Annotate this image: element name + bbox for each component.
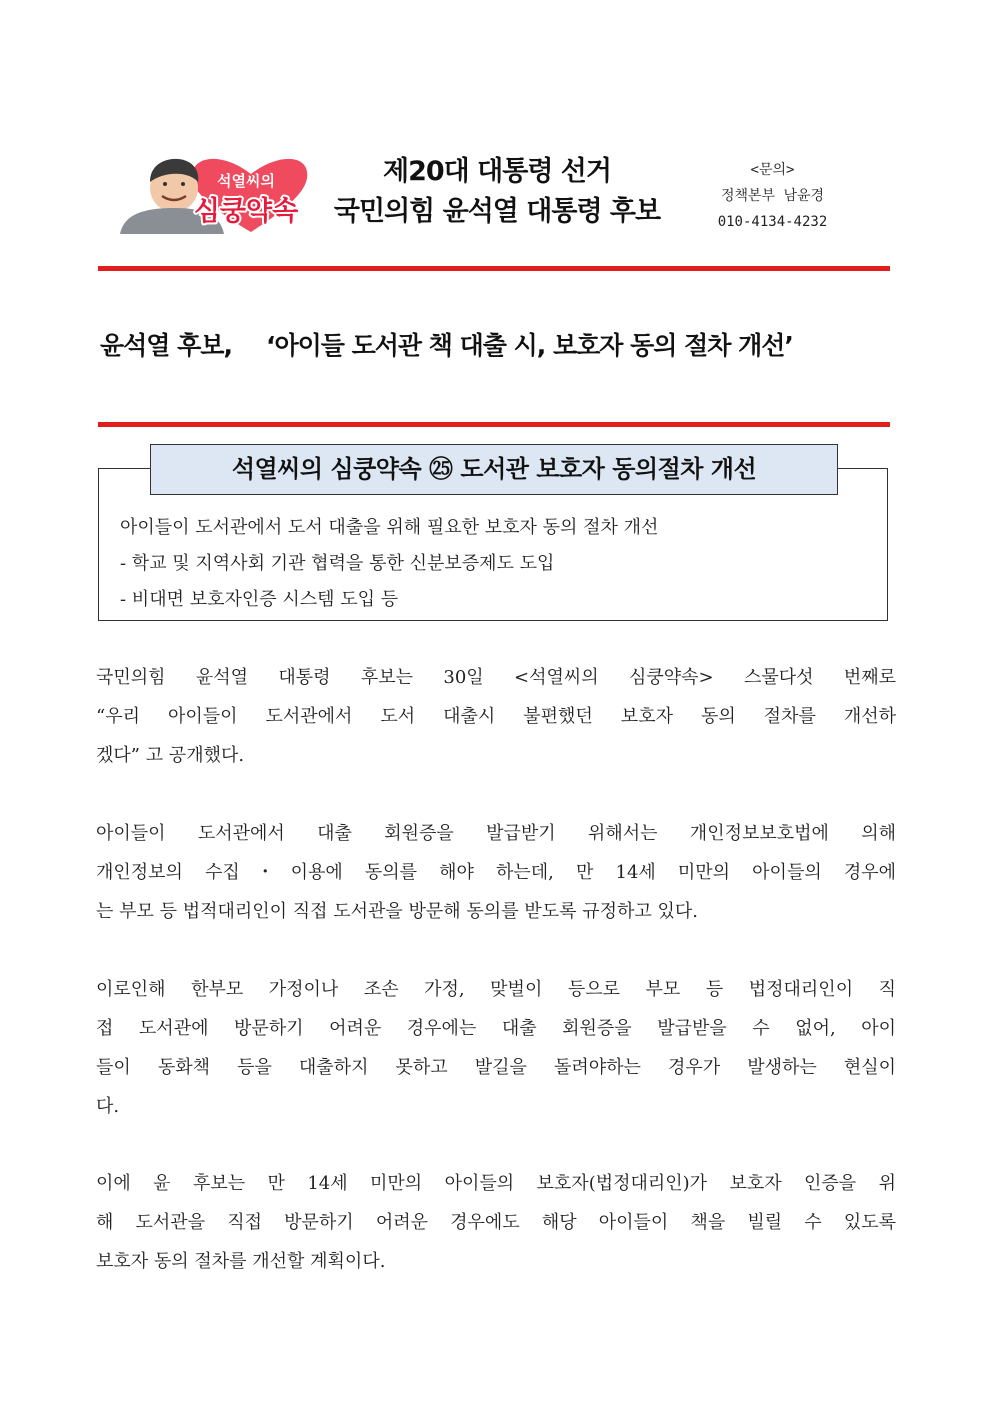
logo-subtitle: 석열씨의 bbox=[217, 172, 275, 190]
body-paragraph-3 bbox=[96, 970, 896, 1126]
paragraph-line: “우리 아이들이 도서관에서 도서 대출시 불편했던 보호자 동의 절차를 개선하 bbox=[96, 706, 896, 727]
body-paragraph-2 bbox=[96, 814, 896, 931]
paragraph-line: 국민의힘 윤석열 대통령 후보는 30일 <석열씨의 심쿵약속> 스물다섯 번째로 bbox=[96, 667, 896, 688]
body-paragraph-1 bbox=[96, 658, 896, 775]
promise-line: 아이들이 도서관에서 도서 대출을 위해 필요한 보호자 동의 절차 개선 bbox=[120, 517, 659, 538]
headline-quote: ‘아이들 도서관 책 대출 시, 보호자 동의 절차 개선’ bbox=[265, 331, 793, 360]
contact-phone: 010-4134-4232 bbox=[717, 214, 828, 230]
contact-info bbox=[690, 157, 855, 235]
candidate-title: 국민의힘 윤석열 대통령 후보 bbox=[333, 196, 661, 227]
paragraph-line: 이에 윤 후보는 만 14세 미만의 아이들의 보호자(법정대리인)가 보호자 인증을 위 bbox=[96, 1173, 896, 1194]
promise-line: - 비대면 보호자인증 시스템 도입 등 bbox=[120, 589, 399, 610]
paragraph-line: 들이 동화책 등을 대출하지 못하고 발길을 돌려야하는 경우가 발생하는 현실이 bbox=[96, 1057, 896, 1078]
contact-label: <문의> bbox=[750, 162, 795, 178]
top-divider bbox=[98, 266, 890, 271]
body-paragraph-4 bbox=[96, 1164, 896, 1281]
header-title bbox=[322, 152, 672, 232]
paragraph-line: 는 부모 등 법적대리인이 직접 도서관을 방문해 동의를 받도록 규정하고 있다. bbox=[96, 901, 698, 922]
paragraph-line: 아이들이 도서관에서 대출 회원증을 발급받기 위해서는 개인정보보호법에 의해 bbox=[96, 823, 896, 844]
paragraph-line: 해 도서관을 직접 방문하기 어려운 경우에도 해당 아이들이 책을 빌릴 수 있도록 bbox=[96, 1212, 896, 1233]
paragraph-line: 다. bbox=[96, 1096, 120, 1117]
contact-dept: 정책본부 남윤경 bbox=[720, 188, 825, 204]
paragraph-line: 이로인해 한부모 가정이나 조손 가정, 맞벌이 등으로 부모 등 법정대리인이 직 bbox=[96, 979, 896, 1000]
press-headline bbox=[100, 326, 892, 362]
promise-label: 석열씨의 심쿵약속 ㉕ 도서관 보호자 동의절차 개선 bbox=[150, 444, 838, 495]
promise-line: - 학교 및 지역사회 기관 협력을 통한 신분보증제도 도입 bbox=[120, 553, 555, 574]
paragraph-line: 개인정보의 수집・이용에 동의를 해야 하는데, 만 14세 미만의 아이들의 경우에 bbox=[96, 862, 896, 883]
headline-divider bbox=[98, 422, 890, 427]
paragraph-line: 접 도서관에 방문하기 어려운 경우에는 대출 회원증을 발급받을 수 없어, 아이 bbox=[96, 1018, 896, 1039]
election-title: 제20대 대통령 선거 bbox=[383, 156, 611, 187]
paragraph-line: 겠다” 고 공개했다. bbox=[96, 745, 245, 766]
campaign-logo-graphic bbox=[116, 150, 308, 234]
paragraph-line: 보호자 동의 절차를 개선할 계획이다. bbox=[96, 1251, 386, 1272]
logo-title: 심쿵약속 bbox=[193, 196, 299, 227]
promise-summary bbox=[120, 510, 880, 618]
campaign-logo bbox=[116, 150, 308, 234]
headline-prefix: 윤석열 후보, bbox=[100, 331, 232, 360]
